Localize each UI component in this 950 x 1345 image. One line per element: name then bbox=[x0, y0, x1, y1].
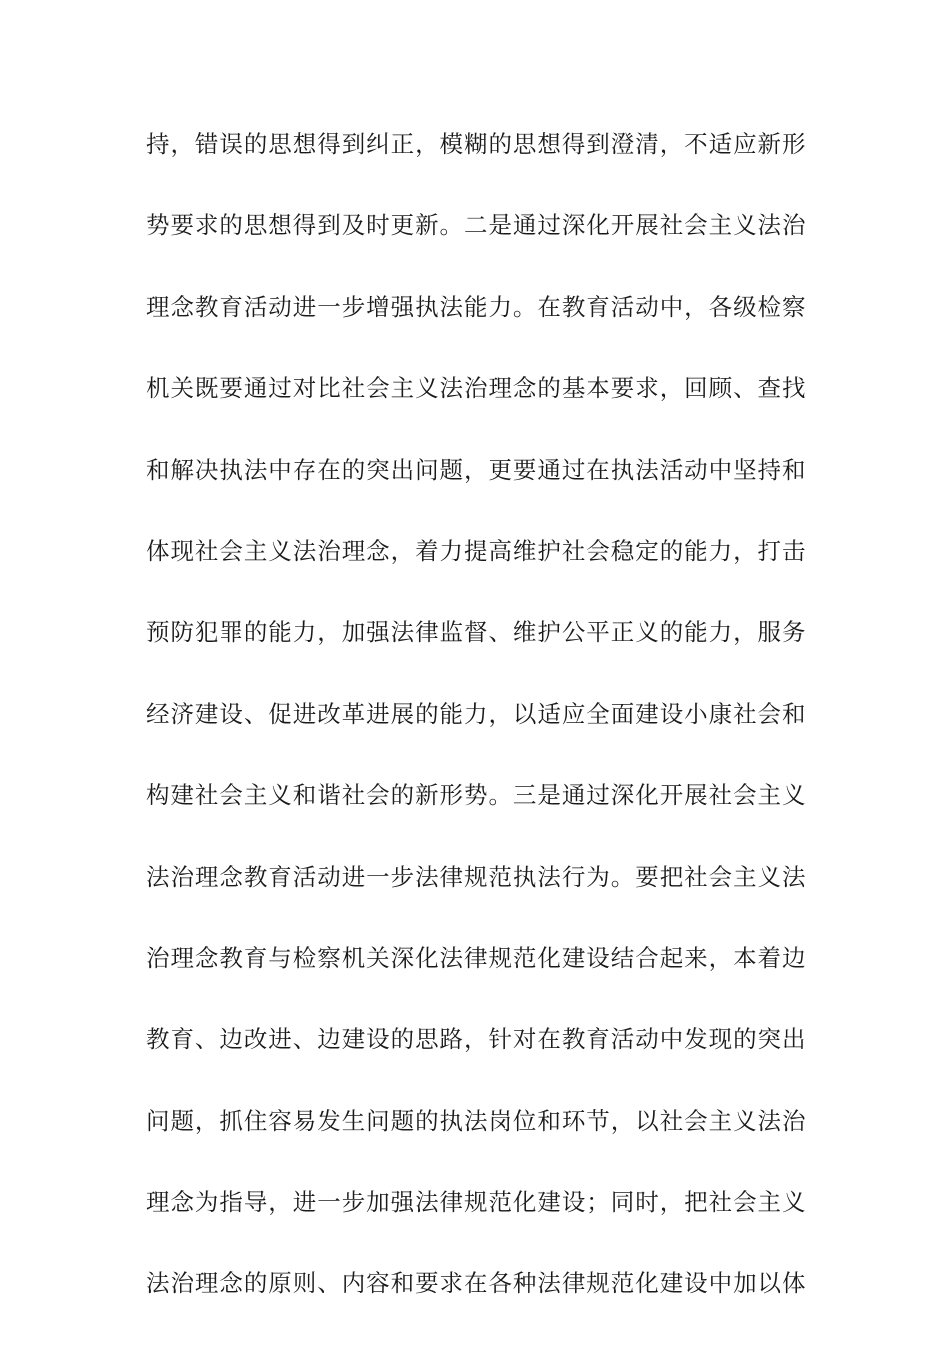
text-line: 法治理念教育活动进一步法律规范执法行为。要把社会主义法 bbox=[146, 862, 806, 891]
text-line: 治理念教育与检察机关深化法律规范化建设结合起来，本着边 bbox=[146, 943, 806, 972]
text-line: 机关既要通过对比社会主义法治理念的基本要求，回顾、查找 bbox=[146, 374, 806, 403]
text-line: 构建社会主义和谐社会的新形势。三是通过深化开展社会主义 bbox=[146, 781, 806, 810]
text-line: 持，错误的思想得到纠正，模糊的思想得到澄清，不适应新形 bbox=[146, 130, 806, 158]
text-line: 法治理念的原则、内容和要求在各种法律规范化建设中加以体 bbox=[146, 1269, 806, 1298]
text-line: 经济建设、促进改革进展的能力，以适应全面建设小康社会和 bbox=[146, 699, 806, 728]
text-line: 预防犯罪的能力，加强法律监督、维护公平正义的能力，服务 bbox=[146, 618, 806, 647]
body-text bbox=[146, 124, 806, 1345]
text-line: 教育、边改进、边建设的思路，针对在教育活动中发现的突出 bbox=[146, 1025, 806, 1054]
text-line: 理念为指导，进一步加强法律规范化建设；同时，把社会主义 bbox=[146, 1188, 806, 1217]
text-line: 体现社会主义法治理念，着力提高维护社会稳定的能力，打击 bbox=[146, 536, 806, 565]
text-line: 势要求的思想得到及时更新。二是通过深化开展社会主义法治 bbox=[146, 211, 806, 240]
text-line: 理念教育活动进一步增强执法能力。在教育活动中，各级检察 bbox=[146, 292, 806, 321]
text-line: 和解决执法中存在的突出问题，更要通过在执法活动中坚持和 bbox=[146, 455, 806, 484]
text-line: 问题，抓住容易发生问题的执法岗位和环节，以社会主义法治 bbox=[146, 1106, 806, 1135]
